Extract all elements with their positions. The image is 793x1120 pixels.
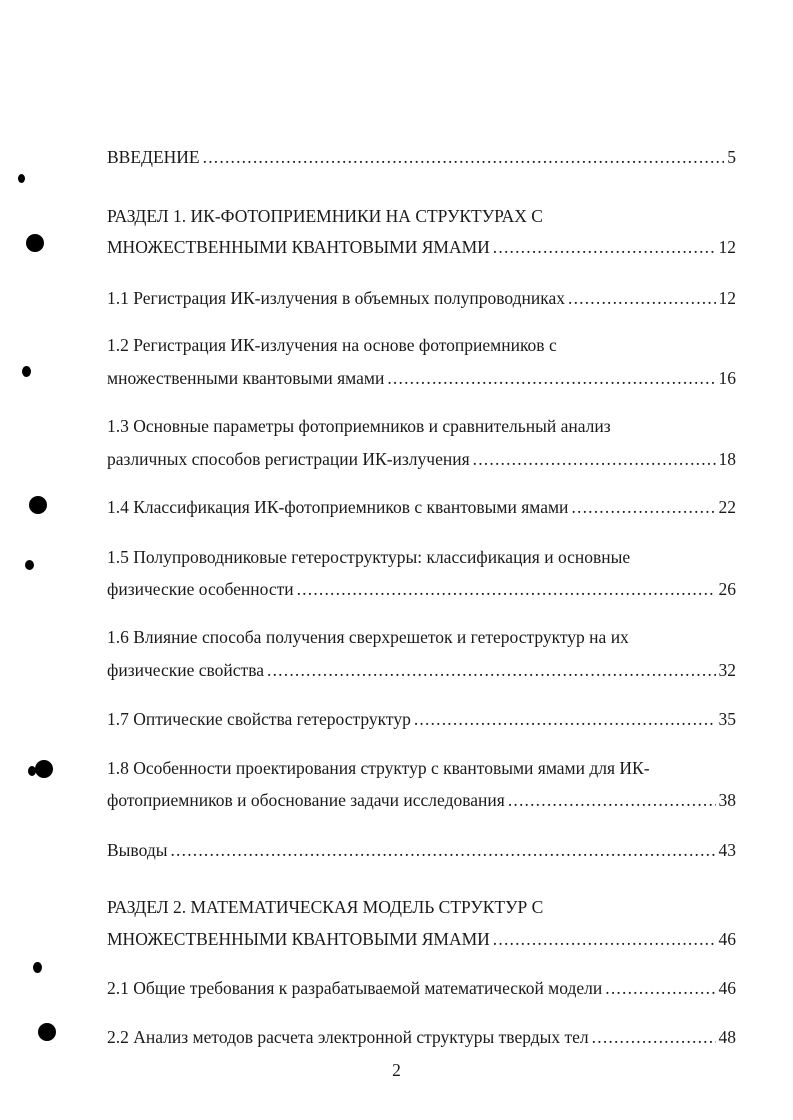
toc-entry-page: 46 — [718, 978, 736, 998]
punch-hole-mark — [18, 174, 25, 183]
toc-entry-1-3 — [107, 448, 736, 470]
dot-leader — [414, 708, 716, 730]
punch-hole — [38, 1023, 56, 1041]
toc-entry-title-line: 1.3 Основные параметры фотоприемников и сравнительный анализ — [107, 416, 611, 436]
toc-entry-title: 1.7 Оптические свойства гетероструктур — [107, 709, 411, 729]
dot-leader — [267, 659, 715, 681]
toc-entry-page: 38 — [718, 790, 736, 810]
toc-entry-title: ВВЕДЕНИЕ — [107, 147, 200, 167]
toc-entry-page: 35 — [718, 709, 736, 729]
dot-leader — [203, 146, 725, 168]
punch-hole-mark — [28, 766, 36, 776]
toc-entry-page: 26 — [718, 579, 736, 599]
toc-entry-1-4 — [107, 496, 736, 518]
toc-entry-title: физические свойства — [107, 660, 265, 680]
toc-entry-page: 5 — [727, 147, 736, 167]
toc-entry-page: 32 — [718, 660, 736, 680]
toc-entry-1-5 — [107, 578, 736, 600]
punch-hole — [29, 496, 47, 514]
toc-section-heading: РАЗДЕЛ 1. ИК-ФОТОПРИЕМНИКИ НА СТРУКТУРАХ С — [107, 206, 543, 226]
dot-leader — [568, 287, 716, 309]
page-number: 2 — [392, 1060, 401, 1080]
dot-leader — [592, 1026, 716, 1048]
dot-leader — [297, 578, 716, 600]
toc-entry-page: 12 — [718, 288, 736, 308]
toc-entry-section1 — [107, 236, 736, 258]
toc-entry-title-line: 1.5 Полупроводниковые гетероструктуры: классификация и основные — [107, 547, 631, 567]
dot-leader — [605, 977, 715, 999]
toc-entry-title: МНОЖЕСТВЕННЫМИ КВАНТОВЫМИ ЯМАМИ — [107, 237, 490, 257]
toc-entry-title-line: 1.8 Особенности проектирования структур с квантовыми ямами для ИК- — [107, 758, 650, 778]
punch-hole-mark — [33, 962, 42, 973]
punch-hole — [35, 760, 53, 778]
toc-entry-title: МНОЖЕСТВЕННЫМИ КВАНТОВЫМИ ЯМАМИ — [107, 929, 490, 949]
dot-leader — [170, 839, 715, 861]
dot-leader — [473, 448, 716, 470]
toc-entry-title: Выводы — [107, 840, 168, 860]
toc-entry-page: 46 — [718, 929, 736, 949]
toc-entry-2-1 — [107, 977, 736, 999]
toc-entry-title: 2.2 Анализ методов расчета электронной структуры твердых тел — [107, 1027, 589, 1047]
dot-leader — [387, 367, 715, 389]
toc-entry-1-1 — [107, 287, 736, 309]
toc-entry-1-2 — [107, 367, 736, 389]
toc-entry-page: 12 — [718, 237, 736, 257]
dot-leader — [508, 789, 716, 811]
toc-entry-page: 16 — [718, 368, 736, 388]
toc-entry-1-8 — [107, 789, 736, 811]
toc-entry-page: 22 — [718, 497, 736, 517]
toc-entry-title: фотоприемников и обоснование задачи исследования — [107, 790, 505, 810]
toc-entry-title: 1.1 Регистрация ИК-излучения в объемных полупроводниках — [107, 288, 565, 308]
toc-entry-1-7 — [107, 708, 736, 730]
dot-leader — [493, 928, 716, 950]
toc-entry-conclusions — [107, 839, 736, 861]
toc-entry-page: 48 — [718, 1027, 736, 1047]
toc-entry-intro — [107, 146, 736, 168]
toc-entry-title: 1.4 Классификация ИК-фотоприемников с квантовыми ямами — [107, 497, 569, 517]
toc-entry-page: 43 — [718, 840, 736, 860]
toc-entry-1-6 — [107, 659, 736, 681]
toc-entry-title-line: 1.2 Регистрация ИК-излучения на основе фотоприемников с — [107, 335, 557, 355]
dot-leader — [571, 496, 715, 518]
toc-entry-title: различных способов регистрации ИК-излучения — [107, 449, 470, 469]
toc-entry-page: 18 — [718, 449, 736, 469]
toc-entry-section2 — [107, 928, 736, 950]
punch-hole-mark — [25, 560, 34, 570]
toc-entry-title: 2.1 Общие требования к разрабатываемой математической модели — [107, 978, 603, 998]
toc-entry-title: физические особенности — [107, 579, 294, 599]
toc-section-heading: РАЗДЕЛ 2. МАТЕМАТИЧЕСКАЯ МОДЕЛЬ СТРУКТУР С — [107, 897, 544, 917]
toc-entry-title-line: 1.6 Влияние способа получения сверхрешеток и гетероструктур на их — [107, 627, 629, 647]
toc-entry-title: множественными квантовыми ямами — [107, 368, 385, 388]
dot-leader — [493, 236, 716, 258]
punch-hole-mark — [22, 366, 31, 377]
toc-entry-2-2 — [107, 1026, 736, 1048]
punch-hole — [26, 234, 44, 252]
